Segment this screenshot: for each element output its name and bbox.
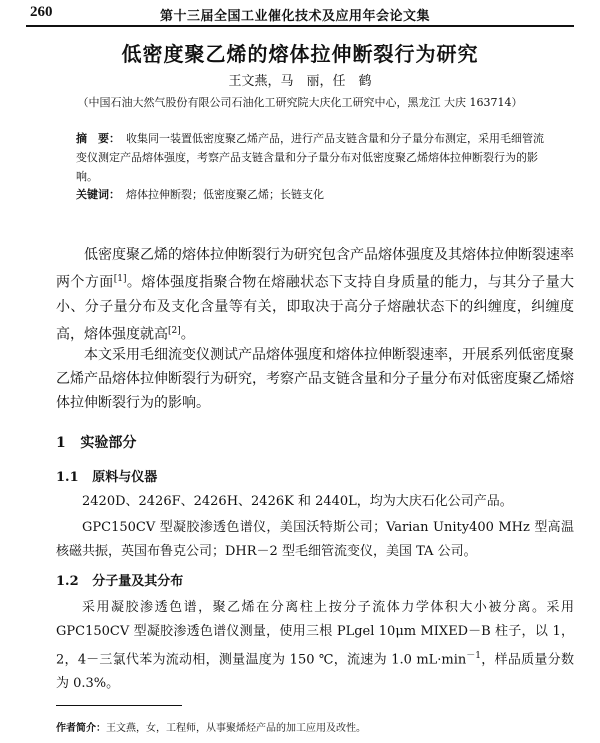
keywords [76,186,324,202]
abstract-text: 收集同一装置低密度聚乙烯产品，进行产品支链含量和分子量分布测定，采用毛细管流变仪测定产品熔体强度，考察产品支链含量和分子量分布对低密度聚乙烯熔体拉伸断裂行为的影响。 [76,132,544,183]
intro-p1-text-c: 。 [180,326,195,343]
intro-paragraph-1 [56,243,574,346]
footnote-text: 王文燕，女，工程师，从事聚烯烃产品的加工应用及改性。 [106,723,366,734]
gpc-text-a: 采用凝胶渗透色谱，聚乙烯在分离柱上按分子流体力学体积大小被分离。采用 GPC150CV 型凝胶渗透色谱仪测量，使用三根 PLgel 10μm MIXED－B 柱子，以 1，2，4－三氯代苯为流动相，测量温度为 150 ℃，流速为 1.0 mL·min [56,600,574,668]
section-1-2-heading [56,570,183,589]
keywords-label: 关键词： [76,188,120,201]
footnote-rule [56,705,182,706]
authors: 王文燕，马 丽，任 鹤 [228,74,372,89]
footnote [56,719,366,734]
affiliation: （中国石油大然气股份有限公司石油化工研究院大庆化工研究中心，黑龙江 大庆 163714） [77,96,523,109]
page-number: 260 [30,4,53,20]
header-rule [26,25,574,27]
section-1-1-number: 1.1 [56,470,79,485]
unit-superscript: －1 [466,651,482,661]
section-1-1-title: 原料与仪器 [92,470,158,485]
gpc-paragraph [56,596,574,696]
citation-1: [1] [113,274,127,284]
keywords-text: 熔体拉伸断裂；低密度聚乙烯；长链支化 [126,188,324,201]
footnote-label: 作者简介： [56,723,106,734]
intro-p1-text-b: 。熔体强度指聚合物在熔融状态下支持自身质量的能力，与其分子量大小、分子量分布及支化含量等有关，即取决于高分子熔融状态下的纠缠度，纠缠度高，熔体强度就高 [56,274,575,343]
page-header [0,0,600,28]
paper-title: 低密度聚乙烯的熔体拉伸断裂行为研究 [121,42,479,66]
intro-p1-text-a: 低密度聚乙烯的熔体拉伸断裂行为研究包含产品熔体强度及其熔体拉伸断裂速率两个方面 [56,247,574,291]
section-1-number: 1 [56,435,66,451]
materials-paragraph: 2420D、2426F、2426H、2426K 和 2440L，均为大庆石化公司产品。 [82,494,513,509]
citation-2: [2] [168,325,181,336]
gpc-text-b: ，样品质量分数为 0.3%。 [56,652,574,692]
section-1-2-title: 分子量及其分布 [92,574,184,589]
section-1-2-number: 1.2 [56,574,79,589]
section-1-title: 实验部分 [80,435,137,451]
intro-paragraph-2: 本文采用毛细流变仪测试产品熔体强度和熔体拉伸断裂速率，开展系列低密度聚乙烯产品熔体拉伸断裂行为研究，考察产品支链含量和分子量分布对低密度聚乙烯熔体拉伸断裂行为的影响。 [56,347,574,411]
section-1-1-heading [56,466,157,485]
abstract-label: 摘 要： [76,132,120,145]
instruments-paragraph: GPC150CV 型凝胶渗透色谱仪，美国沃特斯公司；Varian Unity400 MHz 型高温核磁共振，英国布鲁克公司；DHR－2 型毛细管流变仪，美国 TA 公司。 [56,520,574,559]
running-title: 第十三届全国工业催化技术及应用年会论文集 [160,9,431,24]
abstract [76,129,546,186]
section-1-heading [56,432,136,452]
